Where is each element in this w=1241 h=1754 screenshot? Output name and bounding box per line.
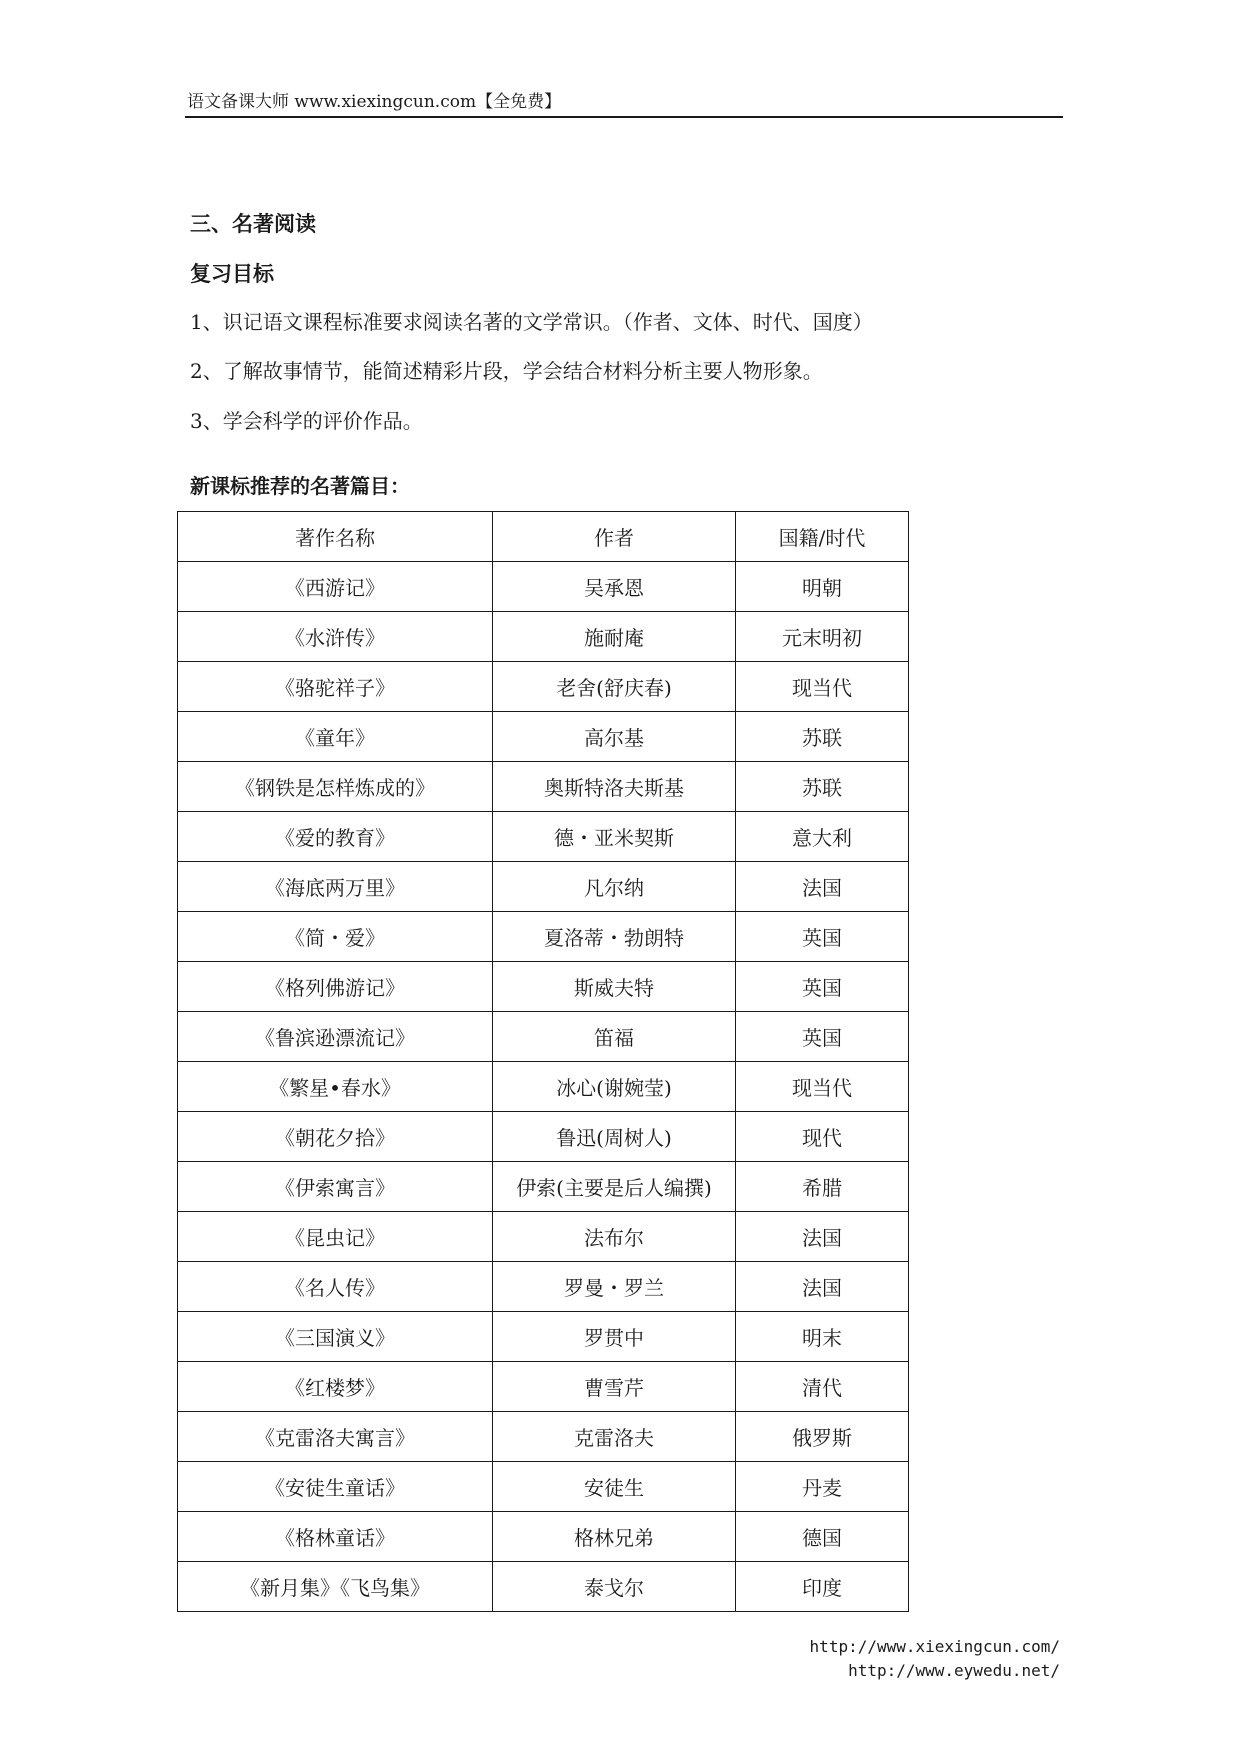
- nation-cell: 俄罗斯: [736, 1412, 909, 1462]
- goal-item: 2、了解故事情节，能简述精彩片段，学会结合材料分析主要人物形象。: [190, 359, 823, 383]
- book-title-cell: 《朝花夕拾》: [178, 1112, 493, 1162]
- goal-item: 1、识记语文课程标准要求阅读名著的文学常识。（作者、文体、时代、国度）: [190, 310, 873, 334]
- author-cell: 高尔基: [493, 712, 736, 762]
- book-title-cell: 《钢铁是怎样炼成的》: [178, 762, 493, 812]
- author-cell: 斯威夫特: [493, 962, 736, 1012]
- book-title-cell: 《繁星•春水》: [178, 1062, 493, 1112]
- author-cell: 冰心(谢婉莹): [493, 1062, 736, 1112]
- author-cell: 德・亚米契斯: [493, 812, 736, 862]
- table-row: [178, 1562, 909, 1612]
- nation-cell: 意大利: [736, 812, 909, 862]
- book-title-cell: 《西游记》: [178, 562, 493, 612]
- header-rule: [185, 116, 1063, 118]
- nation-cell: 法国: [736, 1212, 909, 1262]
- table-row: [178, 912, 909, 962]
- nation-cell: 现当代: [736, 1062, 909, 1112]
- book-title-cell: 《伊索寓言》: [178, 1162, 493, 1212]
- table-row: [178, 1312, 909, 1362]
- nation-cell: 希腊: [736, 1162, 909, 1212]
- author-cell: 伊索(主要是后人编撰): [493, 1162, 736, 1212]
- author-cell: 安徒生: [493, 1462, 736, 1512]
- nation-cell: 丹麦: [736, 1462, 909, 1512]
- author-cell: 泰戈尔: [493, 1562, 736, 1612]
- column-header-nation: 国籍/时代: [736, 512, 909, 562]
- nation-cell: 法国: [736, 862, 909, 912]
- books-table: [177, 511, 909, 1612]
- table-row: [178, 862, 909, 912]
- table-row: [178, 962, 909, 1012]
- author-cell: 法布尔: [493, 1212, 736, 1262]
- table-row: [178, 1062, 909, 1112]
- book-title-cell: 《新月集》《飞鸟集》: [178, 1562, 493, 1612]
- table-title: 新课标推荐的名著篇目：: [190, 474, 410, 498]
- author-cell: 吴承恩: [493, 562, 736, 612]
- book-title-cell: 《水浒传》: [178, 612, 493, 662]
- nation-cell: 明朝: [736, 562, 909, 612]
- table-row: [178, 1462, 909, 1512]
- review-goals-heading: 复习目标: [190, 261, 274, 286]
- nation-cell: 英国: [736, 912, 909, 962]
- author-cell: 鲁迅(周树人): [493, 1112, 736, 1162]
- book-title-cell: 《格列佛游记》: [178, 962, 493, 1012]
- table-row: [178, 662, 909, 712]
- table-header-row: [178, 512, 909, 562]
- table-row: [178, 812, 909, 862]
- book-title-cell: 《童年》: [178, 712, 493, 762]
- table-row: [178, 1362, 909, 1412]
- author-cell: 克雷洛夫: [493, 1412, 736, 1462]
- table-row: [178, 1262, 909, 1312]
- nation-cell: 现当代: [736, 662, 909, 712]
- author-cell: 罗曼・罗兰: [493, 1262, 736, 1312]
- author-cell: 曹雪芹: [493, 1362, 736, 1412]
- nation-cell: 印度: [736, 1562, 909, 1612]
- page-footer-links: http://www.xiexingcun.com/ http://www.eywedu.net/: [809, 1637, 1060, 1680]
- nation-cell: 清代: [736, 1362, 909, 1412]
- goal-item: 3、学会科学的评价作品。: [190, 409, 423, 433]
- author-cell: 施耐庵: [493, 612, 736, 662]
- nation-cell: 德国: [736, 1512, 909, 1562]
- book-title-cell: 《红楼梦》: [178, 1362, 493, 1412]
- nation-cell: 元末明初: [736, 612, 909, 662]
- author-cell: 夏洛蒂・勃朗特: [493, 912, 736, 962]
- nation-cell: 明末: [736, 1312, 909, 1362]
- book-title-cell: 《克雷洛夫寓言》: [178, 1412, 493, 1462]
- column-header-author: 作者: [493, 512, 736, 562]
- table-row: [178, 1412, 909, 1462]
- section-title: 三、名著阅读: [190, 211, 316, 236]
- nation-cell: 英国: [736, 1012, 909, 1062]
- table-row: [178, 1512, 909, 1562]
- book-title-cell: 《安徒生童话》: [178, 1462, 493, 1512]
- column-header-title: 著作名称: [178, 512, 493, 562]
- book-title-cell: 《海底两万里》: [178, 862, 493, 912]
- table-row: [178, 712, 909, 762]
- nation-cell: 英国: [736, 962, 909, 1012]
- author-cell: 凡尔纳: [493, 862, 736, 912]
- table-row: [178, 562, 909, 612]
- table-row: [178, 1012, 909, 1062]
- author-cell: 罗贯中: [493, 1312, 736, 1362]
- author-cell: 老舍(舒庆春): [493, 662, 736, 712]
- nation-cell: 现代: [736, 1112, 909, 1162]
- nation-cell: 法国: [736, 1262, 909, 1312]
- book-title-cell: 《鲁滨逊漂流记》: [178, 1012, 493, 1062]
- author-cell: 格林兄弟: [493, 1512, 736, 1562]
- author-cell: 奥斯特洛夫斯基: [493, 762, 736, 812]
- author-cell: 笛福: [493, 1012, 736, 1062]
- table-row: [178, 762, 909, 812]
- book-title-cell: 《昆虫记》: [178, 1212, 493, 1262]
- table-row: [178, 612, 909, 662]
- book-title-cell: 《三国演义》: [178, 1312, 493, 1362]
- book-title-cell: 《骆驼祥子》: [178, 662, 493, 712]
- nation-cell: 苏联: [736, 712, 909, 762]
- book-title-cell: 《简・爱》: [178, 912, 493, 962]
- table-row: [178, 1112, 909, 1162]
- book-title-cell: 《爱的教育》: [178, 812, 493, 862]
- table-row: [178, 1162, 909, 1212]
- nation-cell: 苏联: [736, 762, 909, 812]
- book-title-cell: 《名人传》: [178, 1262, 493, 1312]
- book-title-cell: 《格林童话》: [178, 1512, 493, 1562]
- page-header: 语文备课大师 www.xiexingcun.com【全免费】: [187, 92, 562, 112]
- table-row: [178, 1212, 909, 1262]
